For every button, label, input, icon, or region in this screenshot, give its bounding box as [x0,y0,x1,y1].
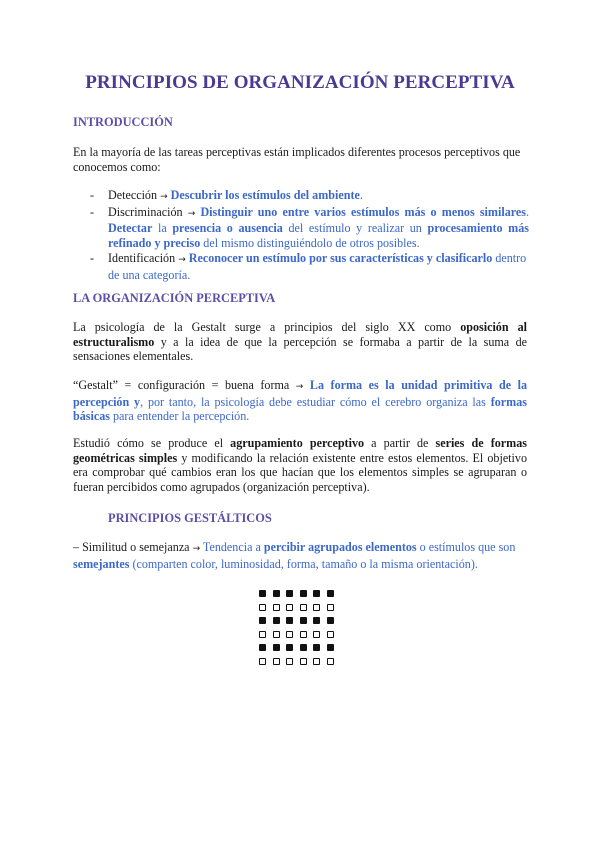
intro-paragraph: En la mayoría de las tareas perceptivas están implicados diferentes procesos perceptivos que conocemos como: [73,145,521,174]
outline-square [273,658,280,665]
filled-square [259,590,266,597]
text-run: Similitud o semejanza [79,540,193,554]
filled-square [300,644,307,651]
filled-square [327,644,334,651]
list-item-identificacion [73,251,529,282]
text-run: – [73,540,80,554]
text-run-bold: oposición al estructuralismo [73,320,527,349]
filled-square [300,590,307,597]
text-run: , por tanto, la psicología debe estudiar cómo el cerebro organiza las [140,394,491,409]
filled-square [259,644,266,651]
outline-square [286,658,293,665]
outline-square [327,604,334,611]
organizacion-paragraph-3 [73,436,527,495]
text-run: (comparten color, luminosidad, forma, tamaño o la misma orientación). [129,556,478,571]
page-title: PRINCIPIOS DE ORGANIZACIÓN PERCEPTIVA [85,72,515,93]
outline-square [300,604,307,611]
arrow-right-icon: → [295,382,304,392]
heading-organizacion: LA ORGANIZACIÓN PERCEPTIVA [73,291,276,305]
item-label: Identificación [108,250,176,265]
text-run: o estímulos que son [416,540,516,554]
text-run: para entender la percepción. [109,409,250,424]
filled-square [273,617,280,624]
text-run: La psicología de la Gestalt surge a principios del siglo XX como [73,320,461,334]
filled-square [327,590,334,597]
filled-square [286,590,293,597]
list-dash: - [90,188,95,202]
filled-square [259,617,266,624]
text-run-bold: formas básicas [73,394,527,424]
similarity-figure [259,590,343,670]
item-desc: Descubrir los estímulos del ambiente [170,188,360,202]
text-run: y modificando la relación existente entre estos elementos. El objetivo era comprobar qué cambios eran los que hacían que los elementos simples se agruparan o fueran percibidos como agrupados (organización perceptiva). [73,450,527,495]
item-desc-tail: dentro de una categoría. [108,250,527,282]
arrow-right-icon: → [160,192,168,202]
filled-square [286,617,293,624]
list-dash: - [90,204,95,219]
list-dash: - [90,250,95,265]
filled-square [313,617,320,624]
arrow-right-icon: → [178,254,186,265]
heading-gestalticos: PRINCIPIOS GESTÁLTICOS [108,511,272,525]
list-item-deteccion [73,188,529,205]
outline-square [286,604,293,611]
item-desc: Reconocer un estímulo por sus características y clasificarlo [188,250,493,265]
outline-square [273,604,280,611]
heading-introduccion: INTRODUCCIÓN [73,115,173,129]
item-label: Detección [108,188,158,202]
outline-square [259,631,266,638]
item-desc-b2: Detectar [108,221,153,236]
text-run-bold: agrupamiento perceptivo [230,436,365,450]
outline-square [300,658,307,665]
outline-square [286,631,293,638]
item-desc-b3: presencia o ausencia [172,221,283,236]
item-desc-p4: del mismo distinguiéndolo de otros posibles. [200,236,420,251]
item-desc: Distinguir uno entre varios estímulos más o menos similares [200,204,526,219]
item-desc-p3: del estímulo y realizar un [282,221,428,236]
item-desc-p1: . [525,204,529,219]
text-run: “Gestalt” = configuración = buena forma [73,378,296,392]
item-desc-b4: procesamiento más refinado y preciso [108,221,529,251]
text-run-bold: percibir agrupados elementos [263,540,417,554]
text-run: a partir de [364,436,436,450]
outline-square [327,631,334,638]
arrow-right-icon: → [192,544,201,554]
similitud-paragraph [73,540,531,571]
filled-square [286,644,293,651]
item-desc-tail: . [359,188,363,202]
filled-square [313,590,320,597]
filled-square [313,644,320,651]
outline-square [259,604,266,611]
text-run: y a la idea de que la percepción se formaba a partir de la suma de sensaciones elementales. [73,334,527,364]
organizacion-paragraph-1 [73,320,527,364]
outline-square [313,631,320,638]
outline-square [300,631,307,638]
outline-square [259,658,266,665]
text-run: Estudió cómo se produce el [73,436,231,450]
item-desc-p2: la [152,221,173,236]
outline-square [313,658,320,665]
list-item-discriminacion [73,205,529,251]
filled-square [273,644,280,651]
text-run-bold: La forma es la unidad primitiva de la percepción y [73,378,528,409]
outline-square [327,658,334,665]
organizacion-paragraph-2 [73,378,527,424]
arrow-right-icon: → [187,208,196,219]
outline-square [273,631,280,638]
text-run-bold: semejantes [73,556,130,571]
filled-square [273,590,280,597]
filled-square [327,617,334,624]
outline-square [313,604,320,611]
process-list [73,188,529,282]
item-label: Discriminación [108,204,183,219]
filled-square [300,617,307,624]
text-run: Tendencia a [200,540,264,554]
text-run-bold: series de formas geométricas simples [73,436,527,465]
